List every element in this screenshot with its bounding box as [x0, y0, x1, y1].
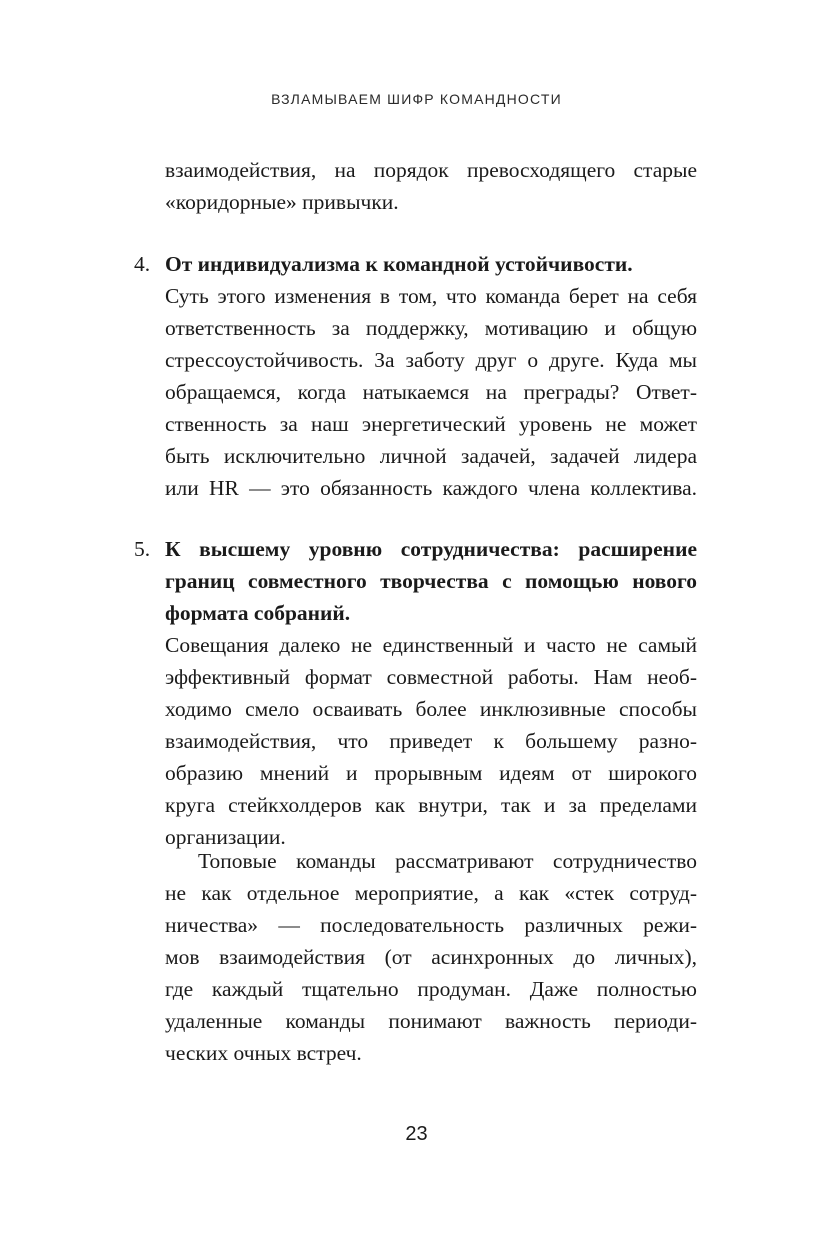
- text-line: ческих очных встреч.: [165, 1041, 362, 1065]
- text-line: взаимодействия, что приведет к большему разно-: [165, 729, 697, 753]
- text-line: организации.: [165, 825, 286, 849]
- list-item-5: [134, 533, 697, 853]
- text-line: удаленные команды понимают важность периоди-: [165, 1009, 697, 1033]
- list-heading-line: формата собраний.: [165, 601, 351, 625]
- text-line: Топовые команды рассматривают сотрудничество: [198, 849, 697, 873]
- text-line: ничества» — последовательность различных режи-: [165, 913, 697, 937]
- text-line: мов взаимодействия (от асинхронных до личных),: [165, 945, 697, 969]
- list-number: 5.: [134, 537, 151, 561]
- text-line: ственность за наш энергетический уровень не может: [165, 412, 697, 436]
- text-line: где каждый тщательно продуман. Даже полностью: [165, 977, 697, 1001]
- list-heading-line: К высшему уровню сотрудничества: расширение: [165, 537, 697, 561]
- text-line: эффективный формат совместной работы. Нам необ-: [165, 665, 697, 689]
- text-line: ходимо смело осваивать более инклюзивные способы: [165, 697, 697, 721]
- top-teams-paragraph: [165, 845, 697, 1069]
- running-head: ВЗЛАМЫВАЕМ ШИФР КОМАНДНОСТИ: [271, 91, 562, 107]
- list-item-4: [134, 248, 697, 504]
- text-line: быть исключительно личной задачей, задачей лидера: [165, 444, 697, 468]
- text-line: ответственность за поддержку, мотивацию и общую: [165, 316, 697, 340]
- text-line: Суть этого изменения в том, что команда берет на себя: [165, 284, 697, 308]
- text-line: или HR — это обязанность каждого члена коллектива.: [165, 476, 697, 500]
- text-line: обращаемся, когда натыкаемся на преграды? Ответ-: [165, 380, 697, 404]
- text-line: «коридорные» привычки.: [165, 190, 399, 214]
- page-number: 23: [405, 1123, 428, 1145]
- text-line: Совещания далеко не единственный и часто не самый: [165, 633, 697, 657]
- list-number: 4.: [134, 252, 151, 276]
- text-line: стрессоустойчивость. За заботу друг о друге. Куда мы: [165, 348, 697, 372]
- list-heading-line: От индивидуализма к командной устойчивости.: [165, 252, 633, 276]
- text-line: образию мнений и прорывным идеям от широкого: [165, 761, 697, 785]
- list-heading-line: границ совместного творчества с помощью нового: [165, 569, 697, 593]
- text-line: взаимодействия, на порядок превосходящего старые: [165, 158, 697, 182]
- intro-paragraph: [165, 154, 697, 218]
- text-line: не как отдельное мероприятие, а как «стек сотруд-: [165, 881, 697, 905]
- text-line: круга стейкхолдеров как внутри, так и за пределами: [165, 793, 697, 817]
